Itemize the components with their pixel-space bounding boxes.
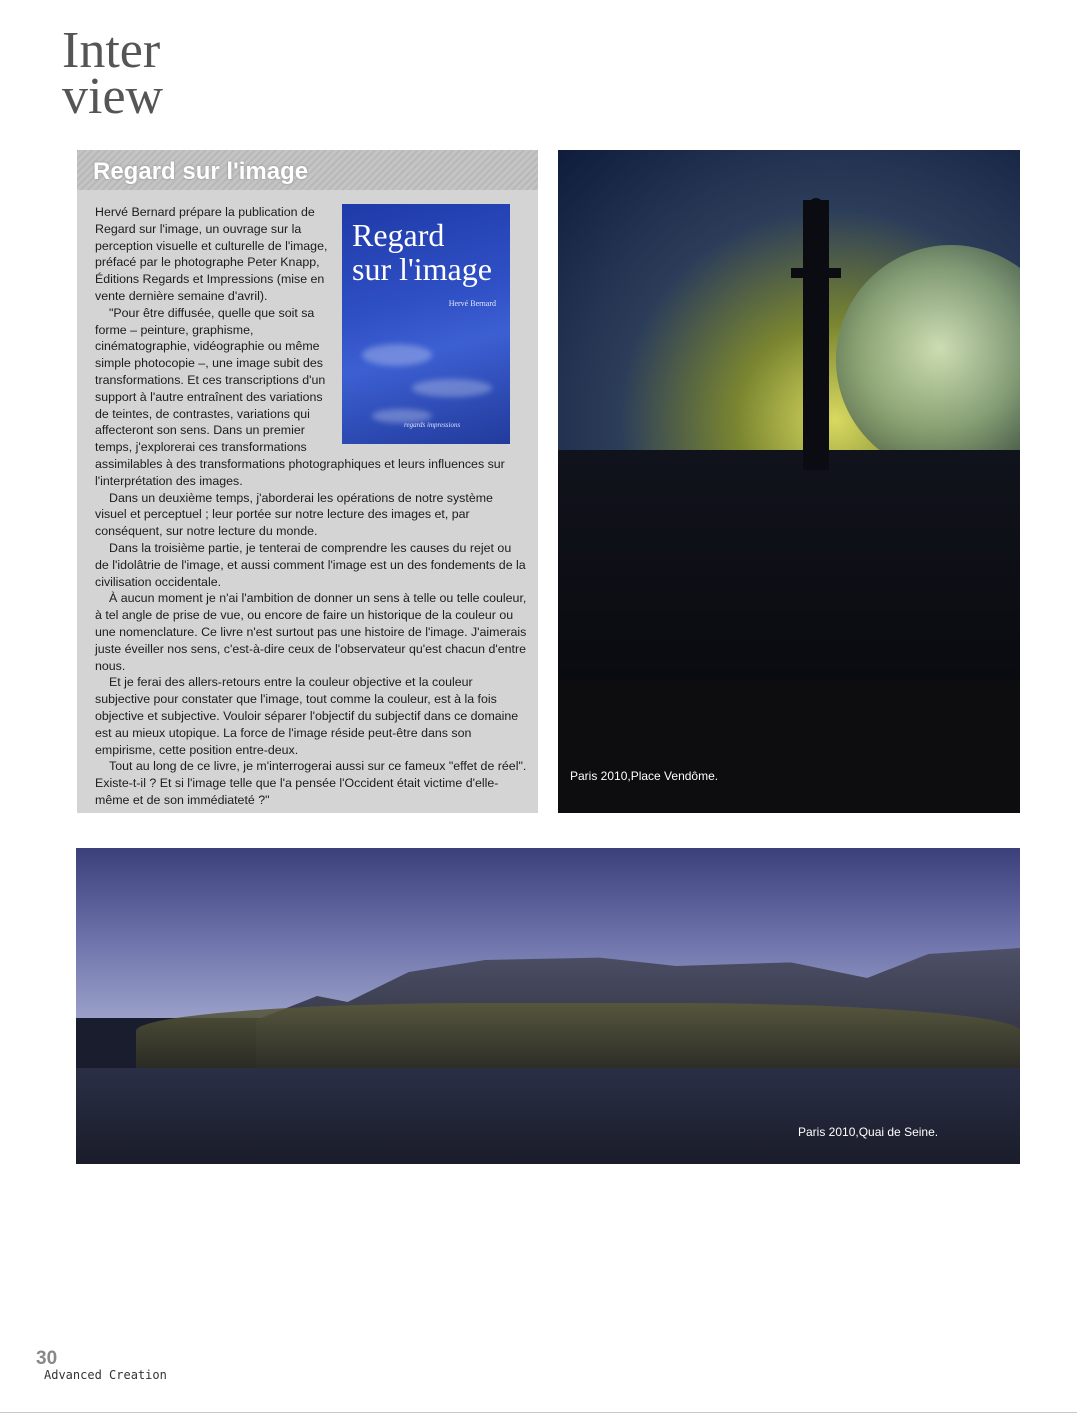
paragraph: "Pour être diffusée, quelle que soit sa forme – peinture, graphisme, cinématographie, vidéographie ou même simple photocopie –, une image subit des transformations. Et ces transcriptions d'un support à l'autre entraînent des variations de teintes, de contrastes, variations qui affecteront son sens. Dans un premier temps, j'explorerai ces transformations assimilables à des transformations photographiques et leurs influences sur l'interprétation des images. [95,305,505,488]
book-cover-image [342,204,510,444]
sidebar-box [77,150,538,813]
paragraph: Et je ferai des allers-retours entre la couleur objective et la couleur subjective pour constater que l'image, tout comme la couleur, est à la fois objective et subjective. Vouloir séparer l'objectif du subjectif dans ce domaine est au mieux utopique. La force de l'image réside peut-être dans son empirisme, cette position entre-deux. [95,675,519,757]
photo-caption: Paris 2010,Place Vendôme. [570,769,719,783]
cover-cloud [362,344,432,366]
sidebar-title: Regard sur l'image [77,150,538,190]
book-cover-title-line-1: Regard [352,217,445,253]
heading-line-2: view [62,68,164,125]
cover-cloud [412,379,492,397]
paragraph: Tout au long de ce livre, je m'interrogerai aussi sur ce fameux "effet de réel". Existe-t-il ? Et si l'image telle que l'a pensée l'Occident était victime d'elle-même et de son immédiateté ?" [95,759,527,807]
photo-caption: Paris 2010,Quai de Seine. [798,1125,939,1139]
place-vendome-photo [558,150,1020,813]
book-cover-title [352,218,492,286]
publisher-logo: regards impressions [404,421,461,430]
paragraph: À aucun moment je n'ai l'ambition de donner un sens à telle ou telle couleur, à tel angle de prise de vue, ou encore de faire un historique de la couleur ou une nomenclature. Ce livre n'est surtout pas une histoire de l'image. J'aimerais juste éveiller nos sens, c'est-à-dire ceux de l'observateur qu'est chacun d'entre nous. [95,591,527,673]
sidebar-body [77,190,538,809]
heading-line-1: Inter [62,22,161,79]
book-cover-author: Hervé Bernard [448,299,496,308]
footer-rule [0,1412,1077,1413]
magazine-name: Advanced Creation [44,1368,167,1382]
quai-de-seine-photo [76,848,1020,1164]
rooftops-silhouette [558,450,1020,680]
river [76,1068,1020,1164]
paragraph: Dans la troisième partie, je tenterai de comprendre les causes du rejet ou de l'idolâtrie de l'image, et aussi comment l'image est un des fondements de la civilisation occidentale. [95,540,526,589]
book-cover-title-line-2: sur l'image [352,251,492,287]
page-number: 30 [36,1348,58,1369]
paragraph: Hervé Bernard prépare la publication de Regard sur l'image, un ouvrage sur la perception visuelle et culturelle de l'image, préfacé par le photographe Peter Knapp, Éditions Regards et Impressions (mise en vente dernière semaine d'avril). [95,205,328,303]
paragraph: Dans un deuxième temps, j'aborderai les opérations de notre système visuel et perceptuel ; leur portée sur notre lecture des images et, par conséquent, sur notre lecture du monde. [95,490,493,539]
vendome-column [803,200,829,470]
section-heading [62,22,164,125]
trees [136,1003,1020,1073]
